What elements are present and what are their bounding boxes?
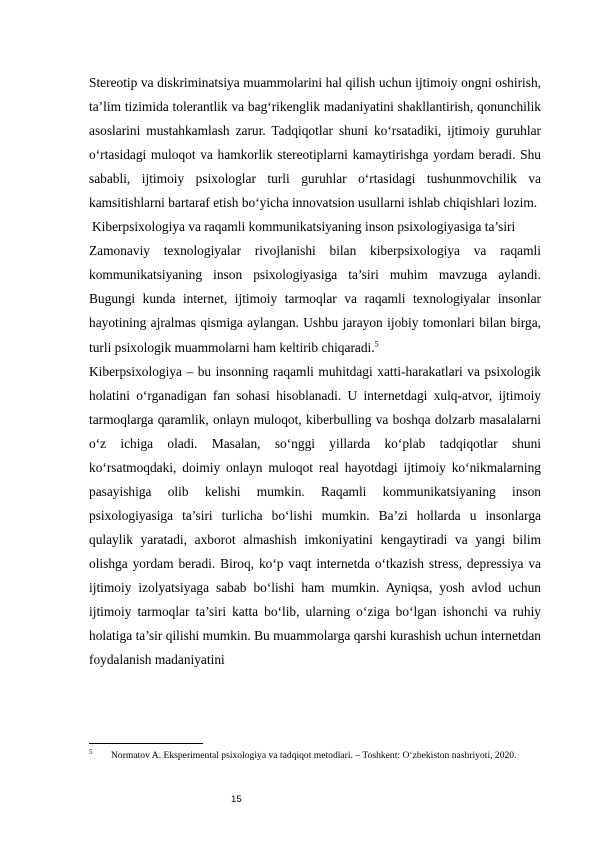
footnote-number: 5 [89,748,93,756]
page-number: 15 [231,794,242,805]
section-heading-text: Kiberpsixologiya va raqamli kommunikatsiyaning inson psixologiyasiga ta’siri [92,219,516,235]
footnote [89,747,541,764]
footnote-reference[interactable]: 5 [374,339,379,349]
section-heading [89,215,541,239]
page-body [89,71,541,672]
paragraph-modern-technologies [89,239,541,359]
paragraph-stereotypes: Stereotip va diskriminatsiya muammolarini hal qilish uchun ijtimoiy ongni oshirish, ta’lim tizimida tolerantlik va bag‘rikenglik madaniyatini shakllantirish, qonunchilik asoslarini mustahkamlash zarur. Tadqiqotlar shuni ko‘rsatadiki, ijtimoiy guruhlar o‘rtasidagi muloqot va hamkorlik stereotiplarni kamaytirishga yordam beradi. Shu sababli, ijtimoiy psixologlar turli guruhlar o‘rtasidagi tushunmovchilik va kamsitishlarni bartaraf etish bo‘yicha innovatsion usullarni ishlab chiqishlari lozim. [89,75,541,211]
footnote-separator [89,743,203,744]
paragraph-cyberpsychology: Kiberpsixologiya – bu insonning raqamli muhitdagi xatti-harakatlari va psixologik holatini o‘rganadigan fan sohasi hisoblanadi. U internetdagi xulq-atvor, ijtimoiy tarmoqlarga qaramlik, onlayn muloqot, kiberbulling va boshqa dolzarb masalalarni o‘z ichiga oladi. Masalan, so‘nggi yillarda ko‘plab tadqiqotlar shuni ko‘rsatmoqdaki, doimiy onlayn muloqot real hayotdagi ijtimoiy ko‘nikmalarning pasayishiga olib kelishi mumkin. Raqamli kommunikatsiyaning inson psixologiyasiga ta’siri turlicha bo‘lishi mumkin. Ba’zi hollarda u insonlarga qulaylik yaratadi, axborot almashish imkoniyatini kengaytiradi va yangi bilim olishga yordam beradi. Biroq, ko‘p vaqt internetda o‘tkazish stress, depressiya va ijtimoiy izolyatsiyaga sabab bo‘lishi ham mumkin. Ayniqsa, yosh avlod uchun ijtimoiy tarmoqlar ta’siri katta bo‘lib, ularning o‘ziga bo‘lgan ishonchi va ruhiy holatiga ta’sir qilishi mumkin. Bu muammolarga qarshi kurashish uchun internetdan foydalanish madaniyatini [89,363,541,668]
paragraph-modern-technologies-text: Zamonaviy texnologiyalar rivojlanishi bilan kiberpsixologiya va raqamli kommunikatsiyaning inson psixologiyasiga ta’siri muhim mavzuga aylandi. Bugungi kunda internet, ijtimoiy tarmoqlar va raqamli texnologiyalar insonlar hayotining ajralmas qismiga aylangan. Ushbu jarayon ijobiy tomonlari bilan birga, turli psixologik muammolarni ham keltirib chiqaradi. [89,243,541,355]
footnote-text: Normatov A. Eksperimental psixologiya va tadqiqot metodlari. – Toshkent: O‘zbekiston nashriyoti, 2020. [111,750,517,761]
